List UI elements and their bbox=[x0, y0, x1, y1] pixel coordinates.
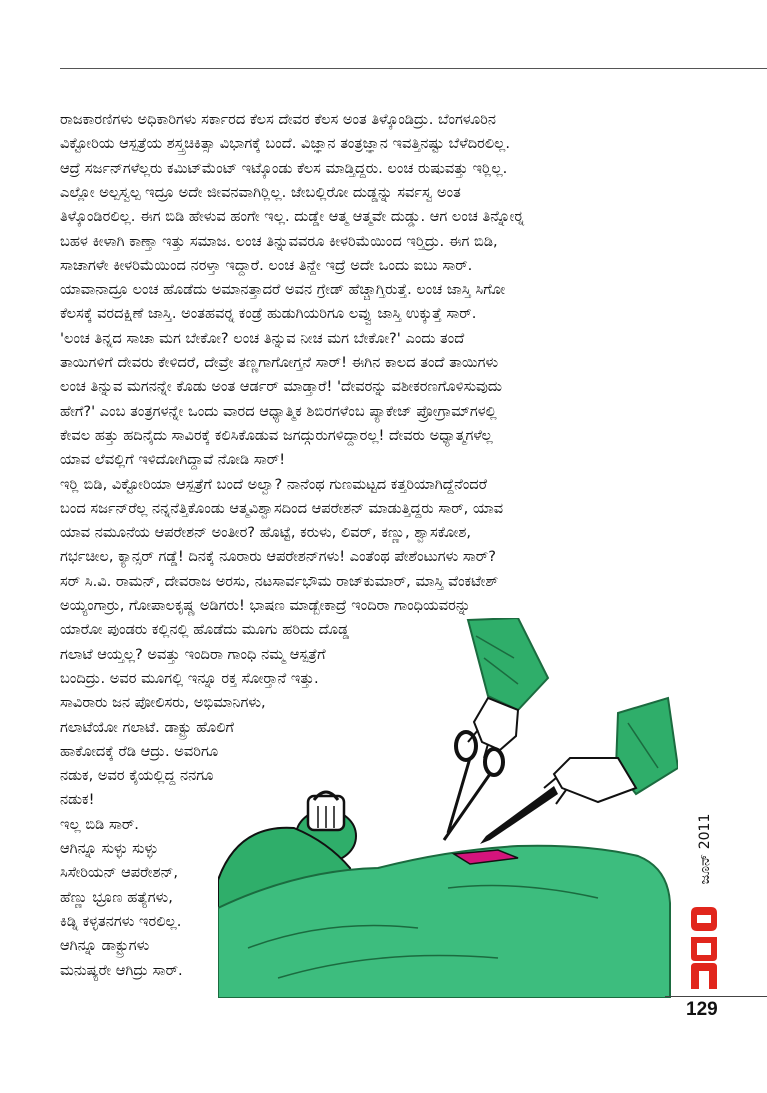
surgeon-sleeve-left bbox=[468, 618, 548, 710]
wrap-line: ಇಲ್ಲ ಬಿಡಿ ಸಾರ್. bbox=[60, 815, 139, 833]
wrap-line: ಸಾವಿರಾರು ಜನ ಪೋಲಿಸರು, ಅಭಿಮಾನಿಗಳು, bbox=[60, 694, 266, 712]
body-line: ಎಲ್ಲೋ ಅಲ್ಪಸ್ವಲ್ಪ ಇದ್ರೂ ಅದೇ ಜೀವನವಾಗಿರ್‍ಲಿಲ್ಲ. ಜೇಬಲ್ಲಿರೋ ದುಡ್ಡನ್ನು ಸರ್ವಸ್ವ ಅಂತ bbox=[60, 183, 461, 201]
body-line: 'ಲಂಚ ತಿನ್ನದ ಸಾಚಾ ಮಗ ಬೇಕೋ? ಲಂಚ ತಿನ್ನುವ ನೀಚ ಮಗ ಬೇಕೋ?' ಎಂದು ತಂದೆ bbox=[60, 329, 465, 347]
wrap-line: ಗಲಾಟೆಯೋ ಗಲಾಟೆ. ಡಾಕ್ಟ್ರು ಹೊಲಿಗೆ bbox=[60, 718, 235, 736]
body-line: ತಾಯಿಗಳಿಗೆ ದೇವರು ಕೇಳಿದರೆ, ದೇವ್ರೇ ತಣ್ಣಗಾಗೋಗ್ತನೆ ಸಾರ್! ಈಗಿನ ಕಾಲದ ತಂದೆ ತಾಯಿಗಳು bbox=[60, 354, 499, 371]
wrap-line: ಆಗಿನ್ನೂ ಸುಳ್ಳು ಸುಳ್ಳು bbox=[60, 840, 159, 857]
wrap-line: ಯಾರೋ ಪುಂಡರು ಕಲ್ಲಿನಲ್ಲಿ ಹೊಡೆದು ಮೂಗು ಹರಿದು ದೊಡ್ಡ bbox=[60, 621, 350, 639]
footer-rule bbox=[665, 996, 767, 997]
body-line: ಆದ್ರೆ ಸರ್ಜನ್‌ಗಳೆಲ್ಲರು ಕಮಿಟ್‌ಮೆಂಟ್ ಇಟ್ಕೊಂಡು ಕೆಲಸ ಮಾಡ್ತಿದ್ದರು. ಲಂಚ ರುಷುವತ್ತು ಇರ್‍ಲಿಲ್ಲ. bbox=[60, 159, 508, 177]
wrap-line: ನಡುಕ! bbox=[60, 791, 95, 809]
body-line: ಸರ್ ಸಿ.ವಿ. ರಾಮನ್, ದೇವರಾಜ ಅರಸು, ನಟಸಾರ್ವಭೌಮ ರಾಜ್‌ಕುಮಾರ್, ಮಾಸ್ತಿ ವೆಂಕಟೇಶ್ bbox=[60, 572, 499, 590]
wrap-line: ಗಲಾಟೆ ಆಯ್ತಲ್ಲ? ಅವತ್ತು ಇಂದಿರಾ ಗಾಂಧಿ ನಮ್ಮ ಆಸ್ಪತ್ರೆಗೆ bbox=[60, 645, 326, 663]
body-line: ಗರ್ಭಚೀಲ, ಕ್ಯಾನ್ಸರ್ ಗಡ್ಡೆ! ದಿನಕ್ಕೆ ನೂರಾರು ಆಪರೇಶನ್‌ಗಳು! ಎಂತೆಂಥ ಪೇಶೆಂಟುಗಳು ಸಾರ್? bbox=[60, 548, 496, 566]
body-line: ಕೇವಲ ಹತ್ತು ಹದಿನೈದು ಸಾವಿರಕ್ಕೆ ಕಲಿಸಿಕೊಡುವ ಜಗದ್ಗುರುಗಳಿದ್ದಾರಲ್ಲ! ದೇವರು ಅಧ್ಯಾತ್ಮಗಳೆಲ್ಲ bbox=[60, 426, 493, 444]
wrap-line: ಹೆಣ್ಣು ಭ್ರೂಣ ಹತ್ಯೆಗಳು, bbox=[60, 888, 173, 906]
body-line: ರಾಜಕಾರಣಿಗಳು ಅಧಿಕಾರಿಗಳು ಸರ್ಕಾರದ ಕೆಲಸ ದೇವರ ಕೆಲಸ ಅಂತ ತಿಳ್ಕೊಂಡಿದ್ರು. ಬೆಂಗಳೂರಿನ bbox=[60, 111, 496, 128]
body-line: ಯಾವ ಲೆವಲ್ಲಿಗೆ ಇಳಿದೋಗಿದ್ದಾವೆ ನೋಡಿ ಸಾರ್! bbox=[60, 451, 286, 469]
body-line: ಕೆಲಸಕ್ಕೆ ವರದಕ್ಷಿಣೆ ಜಾಸ್ತಿ. ಅಂತಹವರ್‍ನ ಕಂಡ್ರೆ ಹುಡುಗಿಯರಿಗೂ ಲವ್ವು ಜಾಸ್ತಿ ಉಕ್ಕುತ್ತೆ ಸಾರ್. bbox=[60, 305, 477, 323]
body-line: ಹೇಗೆ?' ಎಂಬ ತಂತ್ರಗಳನ್ನೇ ಒಂದು ವಾರದ ಆಧ್ಯಾತ್ಮಿಕ ಶಿಬಿರಗಳೆಂಬ ಪ್ಯಾಕೇಜ್ ಪ್ರೋಗ್ರಾಮ್‌ಗಳಲ್ಲಿ bbox=[60, 402, 497, 420]
body-line: ವಿಕ್ಟೋರಿಯ ಆಸ್ಪತ್ರೆಯ ಶಸ್ತ್ರಚಿಕಿತ್ಸಾ ವಿಭಾಗಕ್ಕೆ ಬಂದೆ. ವಿಜ್ಞಾನ ತಂತ್ರಜ್ಞಾನ ಇವತ್ತಿನಷ್ಟು ಬೆಳೆದಿರಲಿಲ್ಲ. bbox=[60, 135, 511, 153]
wrap-line: ಸಿಸೇರಿಯನ್ ಆಪರೇಶನ್, bbox=[60, 864, 179, 882]
body-line: ಅಯ್ಯಂಗಾರ್‍ರು, ಗೋಪಾಲಕೃಷ್ಣ ಅಡಿಗರು! ಭಾಷಣ ಮಾಡ್ಬೇಕಾದ್ರೆ ಇಂದಿರಾ ಗಾಂಧಿಯವರನ್ನು bbox=[60, 597, 471, 614]
body-line: ಯಾವ ನಮೂನೆಯ ಆಪರೇಶನ್ ಅಂತೀರ? ಹೊಟ್ಟೆ, ಕರುಳು, ಲಿವರ್, ಕಣ್ಣು, ಶ್ವಾಸಕೋಶ, bbox=[60, 524, 472, 542]
scissors-icon bbox=[444, 732, 503, 840]
body-line: ಇರ್‍ಲಿ ಬಿಡಿ, ವಿಕ್ಟೋರಿಯಾ ಆಸ್ಪತ್ರೆಗೆ ಬಂದೆ ಅಲ್ವಾ? ನಾನೆಂಥ ಗುಣಮಟ್ಟದ ಕತ್ತರಿಯಾಗಿದ್ದೆನೆಂದರೆ bbox=[60, 475, 488, 493]
body-line: ಬಹಳ ಕೀಳಾಗಿ ಕಾಣ್ತಾ ಇತ್ತು ಸಮಾಜ. ಲಂಚ ತಿನ್ನುವವರೂ ಕೀಳರಿಮೆಯಿಂದ ಇರ್‍ತಿದ್ರು. ಈಗ ಬಿಡಿ, bbox=[60, 232, 498, 250]
body-line: ತಿಳ್ಕೊಂಡಿರಲಿಲ್ಲ. ಈಗ ಬಿಡಿ ಹೇಳುವ ಹಂಗೇ ಇಲ್ಲ. ದುಡ್ಡೇ ಆತ್ಮ ಆತ್ಮವೇ ದುಡ್ಡು. ಆಗ ಲಂಚ ತಿನ್ನೋರ್‍ನ bbox=[60, 208, 525, 226]
magazine-date: ಜೂನ್ 2011 bbox=[697, 813, 713, 885]
wrap-line: ನಡುಕ, ಅವರ ಕೈಯಲ್ಲಿದ್ದ ನನಗೂ bbox=[60, 767, 214, 785]
body-line: ಲಂಚ ತಿನ್ನುವ ಮಗನನ್ನೇ ಕೊಡು ಅಂತ ಆರ್ಡರ್ ಮಾಡ್ತಾರೆ! 'ದೇವರನ್ನು ವಶೀಕರಣಗೊಳಿಸುವುದು bbox=[60, 378, 502, 396]
body-line: ಬಂದ ಸರ್ಜನ್‌ರೆಲ್ಲ ನನ್ನನೆತ್ತಿಕೊಂಡು ಆತ್ಮವಿಶ್ವಾಸದಿಂದ ಆಪರೇಶನ್ ಮಾಡುತ್ತಿದ್ದರು ಸಾರ್, ಯಾವ bbox=[60, 499, 504, 517]
wrap-line: ಮನುಷ್ಯರೇ ಆಗಿದ್ರು ಸಾರ್. bbox=[60, 961, 183, 979]
wrap-line: ಬಂದಿದ್ರು. ಅವರ ಮೂಗಲ್ಲಿ ಇನ್ನೂ ರಕ್ತ ಸೋರ್‍ತಾನೆ ಇತ್ತು. bbox=[60, 669, 319, 687]
magazine-sidebar bbox=[687, 800, 721, 992]
scalpel-icon bbox=[480, 786, 558, 844]
wrap-line: ಆಗಿನ್ನೂ ಡಾಕ್ಟ್ರುಗಳು bbox=[60, 937, 150, 955]
magazine-logo bbox=[687, 905, 721, 991]
header-rule bbox=[60, 68, 767, 69]
wrap-line: ಕಿಡ್ನಿ ಕಳ್ಳತನಗಳು ಇರಲಿಲ್ಲ. bbox=[60, 912, 182, 930]
body-line: ಯಾವಾನಾದ್ರೂ ಲಂಚ ಹೊಡೆದು ಅಮಾನತ್ತಾದರೆ ಅವನ ಗ್ರೇಡ್ ಹೆಚ್ಚಾಗ್ತಿರುತ್ತೆ. ಲಂಚ ಜಾಸ್ತಿ ಸಿಗೋ bbox=[60, 281, 506, 299]
page-number: 129 bbox=[686, 999, 718, 1020]
wrap-line: ಹಾಕೋದಕ್ಕೆ ರೆಡಿ ಆದ್ರು. ಅವರಿಗೂ bbox=[60, 742, 219, 760]
surgery-illustration bbox=[218, 618, 678, 998]
body-line: ಸಾಚಾಗಳೇ ಕೀಳರಿಮೆಯಿಂದ ನರಳ್ತಾ ಇದ್ದಾರೆ. ಲಂಚ ತಿನ್ದೇ ಇದ್ರೆ ಅದೇ ಒಂದು ಐಬು ಸಾರ್. bbox=[60, 256, 473, 274]
